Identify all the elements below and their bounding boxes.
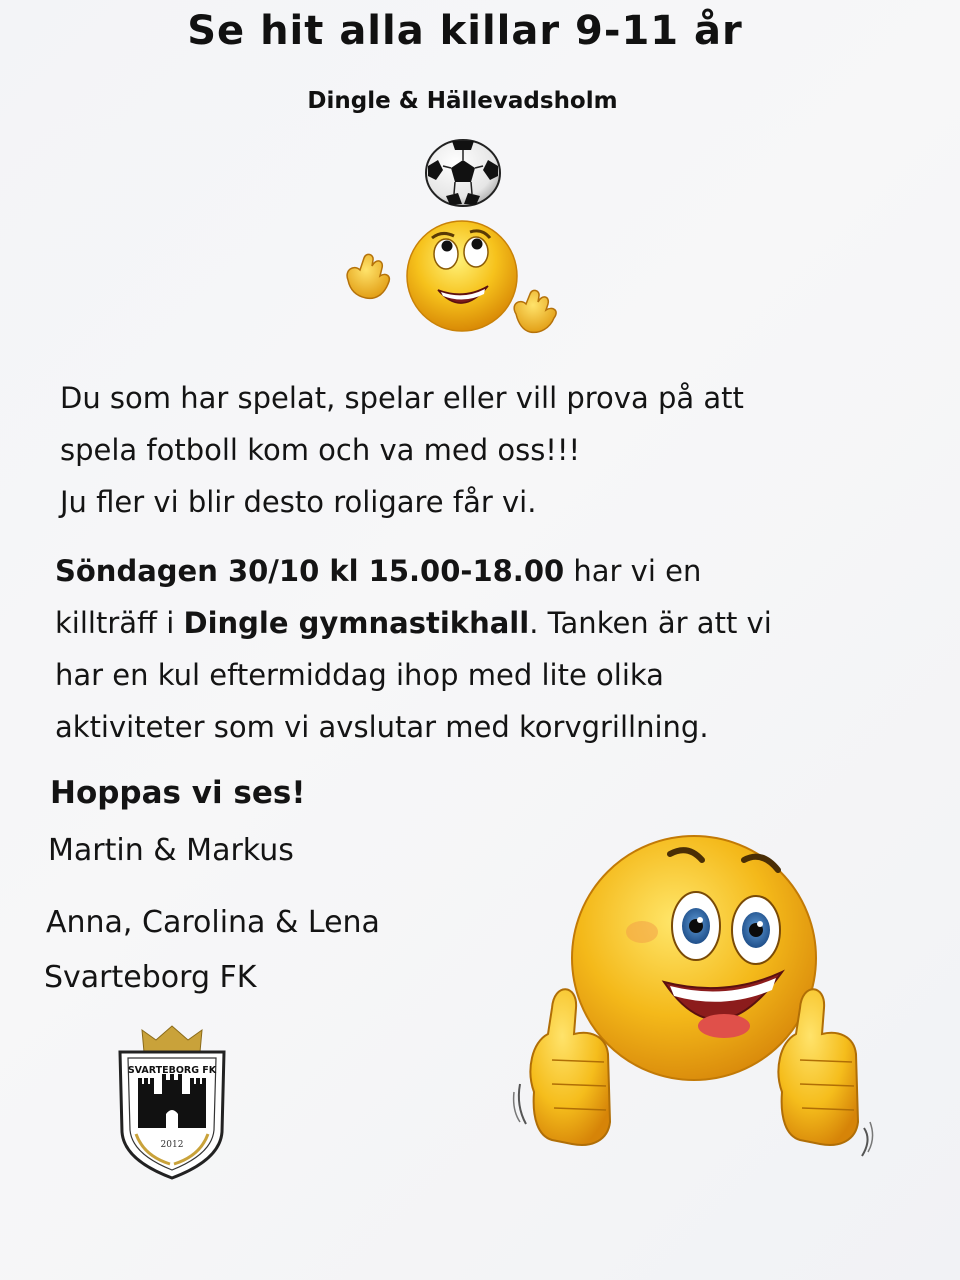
- event-paragraph: [55, 545, 935, 753]
- crest-name: SVARTEBORG FK: [127, 1065, 217, 1076]
- club-name: Svarteborg FK: [44, 960, 257, 995]
- club-crest-icon: [114, 1022, 230, 1182]
- event-text: killträff i: [55, 606, 184, 640]
- signers-line: Anna, Carolina & Lena: [46, 905, 380, 940]
- event-line: aktiviteter som vi avslutar med korvgrillning.: [55, 710, 709, 744]
- intro-line: Du som har spelat, spelar eller vill prova på att: [60, 381, 744, 415]
- event-text: har vi en: [564, 554, 702, 588]
- intro-paragraph: [60, 372, 920, 528]
- event-line: [55, 597, 935, 649]
- event-line: har en kul eftermiddag ihop med lite olika: [55, 658, 664, 692]
- juggling-emoji-icon: [340, 218, 580, 343]
- crest-year: 2012: [160, 1140, 184, 1150]
- event-date-time: Söndagen 30/10 kl 15.00-18.00: [55, 554, 565, 588]
- closing-greeting: Hoppas vi ses!: [50, 775, 306, 811]
- soccer-ball-icon: [424, 138, 502, 208]
- signers-line: Martin & Markus: [48, 833, 294, 868]
- location-subtitle: Dingle & Hällevadsholm: [307, 88, 618, 114]
- page-title: Se hit alla killar 9-11 år: [187, 8, 743, 54]
- intro-line: spela fotboll kom och va med oss!!!: [60, 433, 581, 467]
- intro-line: Ju fler vi blir desto roligare får vi.: [60, 485, 537, 519]
- event-text: . Tanken är att vi: [529, 606, 772, 640]
- event-venue: Dingle gymnastikhall: [183, 606, 530, 640]
- thumbs-up-emoji-icon: [512, 822, 876, 1166]
- event-line: [55, 545, 935, 597]
